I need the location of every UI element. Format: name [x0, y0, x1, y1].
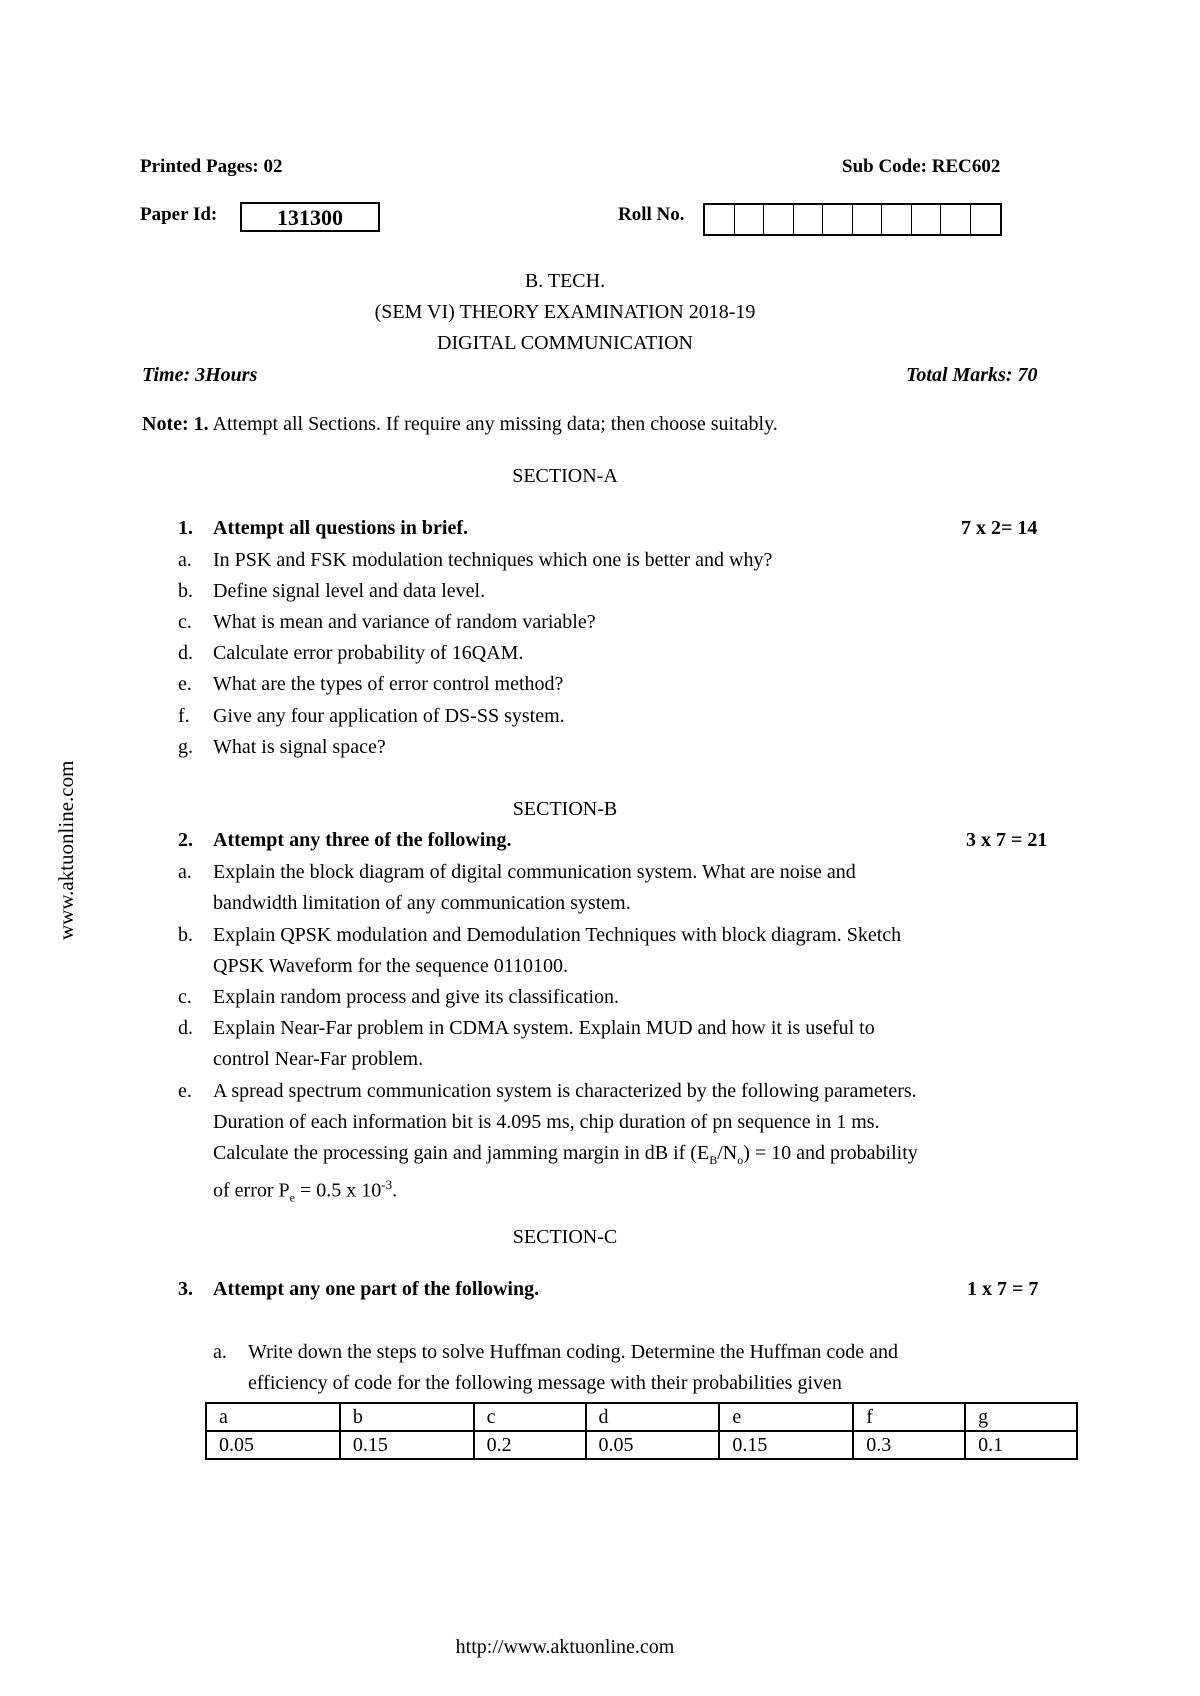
- table-cell: c: [474, 1403, 586, 1431]
- table-cell: g: [965, 1403, 1077, 1431]
- roll-cell: [912, 205, 942, 234]
- question-2-marks: 3 x 7 = 21: [966, 829, 1048, 851]
- table-row: [206, 1403, 1077, 1431]
- subject-title: DIGITAL COMMUNICATION: [437, 332, 693, 354]
- text-run: ) = 10 and probability: [743, 1142, 918, 1164]
- roll-no-boxes: [703, 203, 1002, 236]
- printed-pages: Printed Pages: 02: [140, 156, 283, 177]
- item-letter: g.: [178, 736, 193, 758]
- section-c-heading: SECTION-C: [512, 1226, 618, 1248]
- table-cell: 0.15: [719, 1431, 853, 1459]
- table-cell: a: [206, 1403, 340, 1431]
- subscript: B: [709, 1153, 718, 1167]
- item-letter: c.: [178, 986, 192, 1008]
- item-text-line: Duration of each information bit is 4.095 ms, chip duration of pn sequence in 1 ms.: [213, 1111, 880, 1133]
- item-text: What is mean and variance of random variable?: [213, 611, 596, 633]
- item-letter: a.: [178, 861, 192, 883]
- paper-id-box: [240, 202, 380, 232]
- superscript: -3: [381, 1177, 393, 1192]
- item-text: Give any four application of DS-SS system.: [213, 705, 565, 727]
- section-b-heading: SECTION-B: [512, 798, 618, 820]
- table-row: [206, 1431, 1077, 1459]
- item-text: What are the types of error control method?: [213, 673, 564, 695]
- text-run: .: [392, 1179, 398, 1202]
- sub-code: Sub Code: REC602: [842, 156, 1001, 177]
- roll-cell: [853, 205, 883, 234]
- roll-cell: [705, 205, 735, 234]
- note: [142, 413, 778, 436]
- question-2-title: Attempt any three of the following.: [213, 829, 512, 851]
- exam-title: (SEM VI) THEORY EXAMINATION 2018-19: [374, 301, 756, 323]
- question-3-number: 3.: [178, 1278, 193, 1300]
- roll-cell: [794, 205, 824, 234]
- subscript: e: [289, 1190, 295, 1205]
- side-watermark: www.aktuonline.com: [54, 760, 78, 940]
- exam-time: Time: 3Hours: [142, 364, 258, 386]
- item-letter: d.: [178, 642, 193, 664]
- roll-no-label: Roll No.: [618, 204, 685, 225]
- roll-cell: [971, 205, 1001, 234]
- item-letter: f.: [178, 705, 190, 727]
- item-letter: e.: [178, 1080, 192, 1102]
- table-cell: 0.3: [853, 1431, 965, 1459]
- total-marks: Total Marks: 70: [906, 364, 1038, 386]
- item-text-line: control Near-Far problem.: [213, 1048, 424, 1070]
- item-letter: d.: [178, 1017, 193, 1039]
- text-run: = 0.5 x 10: [294, 1179, 382, 1202]
- question-2-number: 2.: [178, 829, 193, 851]
- question-1-number: 1.: [178, 517, 193, 539]
- item-text-line: efficiency of code for the following message with their probabilities given: [248, 1372, 842, 1394]
- roll-cell: [764, 205, 794, 234]
- item-text: What is signal space?: [213, 736, 386, 758]
- item-text-line: A spread spectrum communication system is characterized by the following parameters.: [213, 1080, 917, 1102]
- paper-id-label: Paper Id:: [140, 204, 218, 225]
- item-text-line: QPSK Waveform for the sequence 0110100.: [213, 955, 568, 977]
- item-text-line: Explain QPSK modulation and Demodulation Techniques with block diagram. Sketch: [213, 924, 902, 946]
- note-text: Attempt all Sections. If require any missing data; then choose suitably.: [212, 413, 778, 435]
- question-3-title: Attempt any one part of the following.: [213, 1278, 540, 1300]
- item-letter: c.: [178, 611, 192, 633]
- item-text: In PSK and FSK modulation techniques which one is better and why?: [213, 549, 773, 571]
- item-text-line: Write down the steps to solve Huffman coding. Determine the Huffman code and: [248, 1341, 898, 1363]
- item-text-line: [213, 1169, 397, 1214]
- question-1-title: Attempt all questions in brief.: [213, 517, 468, 539]
- item-text-line: Explain Near-Far problem in CDMA system. Explain MUD and how it is useful to: [213, 1017, 875, 1039]
- roll-cell: [882, 205, 912, 234]
- text-run: /N: [717, 1142, 738, 1164]
- section-a-heading: SECTION-A: [512, 465, 618, 487]
- item-letter: a.: [178, 549, 192, 571]
- table-cell: 0.15: [340, 1431, 474, 1459]
- question-1-marks: 7 x 2= 14: [961, 517, 1038, 539]
- item-letter: b.: [178, 580, 193, 602]
- table-cell: e: [719, 1403, 853, 1431]
- table-cell: 0.1: [965, 1431, 1077, 1459]
- degree-title: B. TECH.: [524, 270, 606, 292]
- roll-cell: [823, 205, 853, 234]
- item-letter: b.: [178, 924, 193, 946]
- question-3-marks: 1 x 7 = 7: [967, 1278, 1039, 1300]
- text-run: of error P: [213, 1179, 290, 1202]
- item-letter: a.: [213, 1341, 227, 1363]
- probability-table: [205, 1402, 1078, 1460]
- roll-cell: [735, 205, 765, 234]
- table-cell: f: [853, 1403, 965, 1431]
- table-cell: d: [586, 1403, 720, 1431]
- table-cell: 0.2: [474, 1431, 586, 1459]
- text-run: Calculate the processing gain and jamming margin in dB if (E: [213, 1142, 710, 1164]
- item-text-line: bandwidth limitation of any communication system.: [213, 892, 631, 914]
- table-cell: b: [340, 1403, 474, 1431]
- item-text-line: Explain random process and give its classification.: [213, 986, 620, 1008]
- paper-id-value: 131300: [277, 205, 343, 230]
- subscript: o: [737, 1153, 744, 1167]
- table-cell: 0.05: [586, 1431, 720, 1459]
- note-label: Note: 1.: [142, 413, 209, 435]
- item-text: Define signal level and data level.: [213, 580, 486, 602]
- item-text: Calculate error probability of 16QAM.: [213, 642, 524, 664]
- table-cell: 0.05: [206, 1431, 340, 1459]
- footer-link[interactable]: http://www.aktuonline.com: [455, 1636, 675, 1658]
- roll-cell: [941, 205, 971, 234]
- item-letter: e.: [178, 673, 192, 695]
- item-text-line: Explain the block diagram of digital communication system. What are noise and: [213, 861, 856, 883]
